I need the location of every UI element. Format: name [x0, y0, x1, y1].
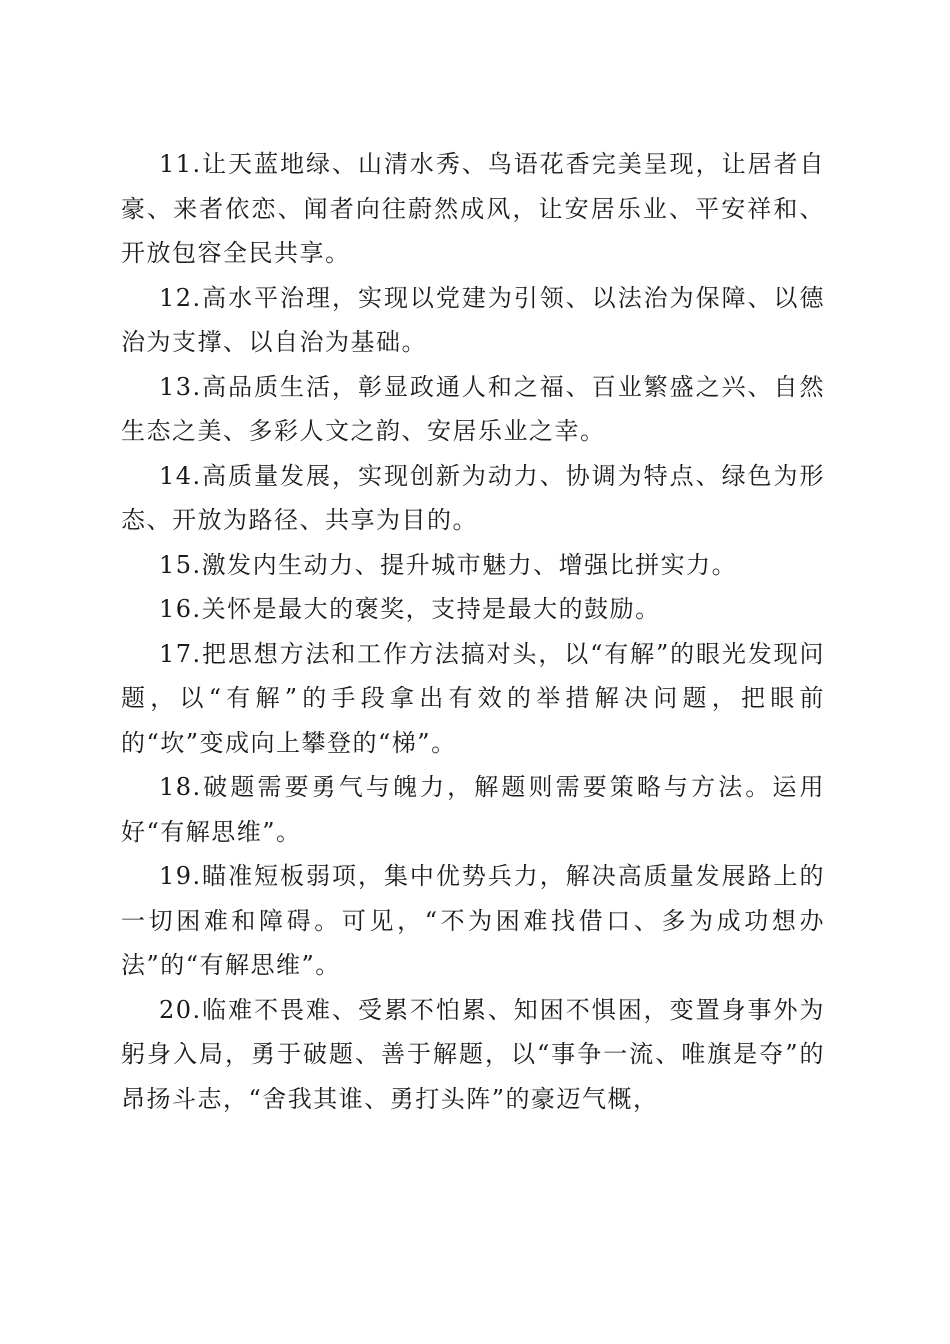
- paragraph-17: [121, 632, 825, 766]
- paragraph-number: 20.: [159, 995, 202, 1024]
- paragraph-number: 19.: [159, 862, 202, 890]
- paragraph-15: [121, 543, 825, 588]
- paragraph-number: 15.: [159, 550, 202, 579]
- document-body: [121, 142, 825, 1121]
- paragraph-text: 让天蓝地绿、山清水秀、鸟语花香完美呈现，让居者自豪、来者依恋、闻者向往蔚然成风，让安居乐业、平安祥和、开放包容全民共享。: [121, 150, 825, 267]
- paragraph-number: 16.: [159, 595, 202, 623]
- paragraph-12: [121, 276, 825, 365]
- paragraph-text: 高质量发展，实现创新为动力、协调为特点、绿色为形态、开放为路径、共享为目的。: [121, 461, 825, 534]
- paragraph-text: 激发内生动力、提升城市魅力、增强比拼实力。: [201, 550, 738, 579]
- paragraph-number: 17.: [159, 639, 202, 668]
- paragraph-text: 高水平治理，实现以党建为引领、以法治为保障、以德治为支撑、以自治为基础。: [121, 283, 825, 356]
- paragraph-text: 瞄准短板弱项，集中优势兵力，解决高质量发展路上的一切困难和障碍。可见，“不为困难找借口、多为成功想办法”的“有解思维”。: [121, 862, 825, 979]
- paragraph-16: [121, 587, 825, 632]
- paragraph-text: 关怀是最大的褒奖，支持是最大的鼓励。: [201, 595, 661, 623]
- paragraph-number: 11.: [159, 150, 202, 178]
- paragraph-number: 13.: [159, 372, 202, 401]
- paragraph-18: [121, 765, 825, 854]
- paragraph-text: 破题需要勇气与魄力，解题则需要策略与方法。运用好“有解思维”。: [121, 773, 825, 846]
- paragraph-11: [121, 142, 825, 276]
- paragraph-text: 高品质生活，彰显政通人和之福、百业繁盛之兴、自然生态之美、多彩人文之韵、安居乐业之幸。: [121, 372, 825, 445]
- paragraph-number: 14.: [159, 461, 202, 490]
- paragraph-19: [121, 854, 825, 988]
- paragraph-text: 把思想方法和工作方法搞对头，以“有解”的眼光发现问题，以“有解”的手段拿出有效的举措解决问题，把眼前的“坎”变成向上攀登的“梯”。: [121, 639, 825, 757]
- paragraph-number: 18.: [159, 773, 202, 801]
- paragraph-14: [121, 454, 825, 543]
- paragraph-20: [121, 988, 825, 1122]
- paragraph-13: [121, 365, 825, 454]
- paragraph-text: 临难不畏难、受累不怕累、知困不惧困，变置身事外为躬身入局，勇于破题、善于解题，以“事争一流、唯旗是夺”的昂扬斗志，“舍我其谁、勇打头阵”的豪迈气概，: [121, 995, 825, 1113]
- paragraph-number: 12.: [159, 283, 202, 312]
